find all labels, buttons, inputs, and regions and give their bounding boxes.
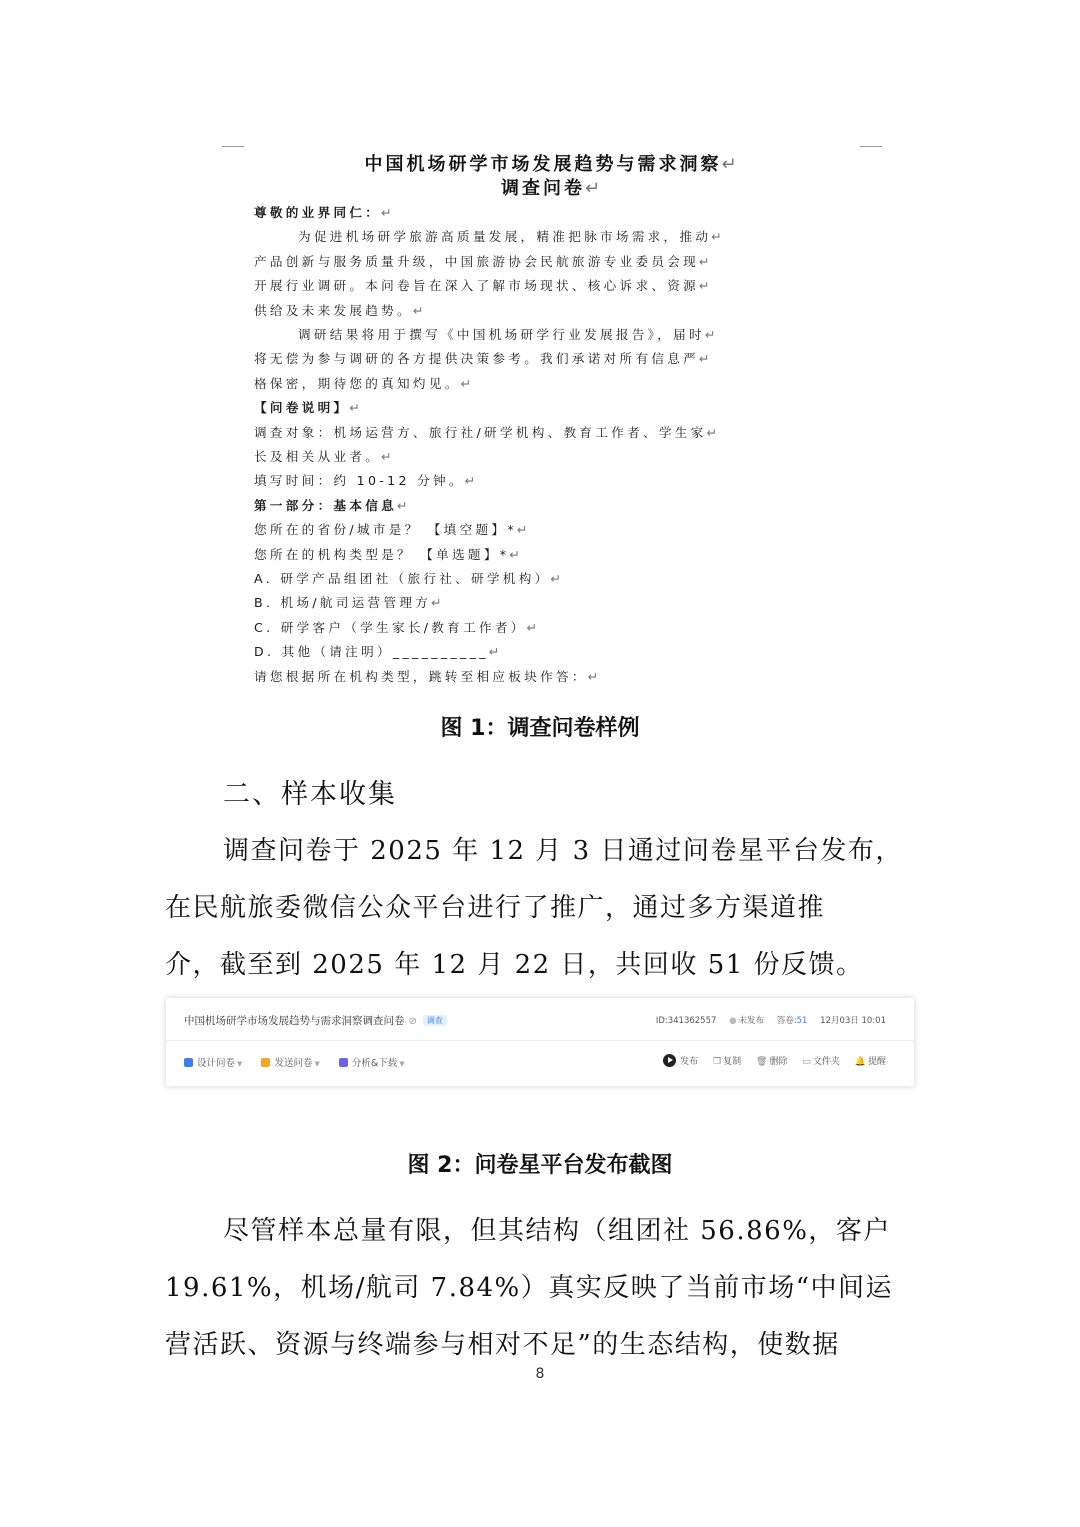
questionnaire-line: B. 机场/航司运营管理方↵ [254,595,445,611]
questionnaire-line: 产品创新与服务质量升级，中国旅游协会民航旅游专业委员会现↵ [254,253,713,269]
questionnaire-line: A. 研学产品组团社（旅行社、研学机构）↵ [254,571,565,586]
link-icon[interactable]: ⊘ [408,1016,417,1027]
send-survey-button[interactable]: 发送问卷 ▼ [261,1055,319,1069]
questionnaire-title-line-1: 中国机场研学市场发展趋势与需求洞察↵ [364,154,740,175]
questionnaire-line: 您所在的机构类型是？ 【单选题】*↵ [254,546,524,562]
figure-2-caption: 图 2：问卷星平台发布截图 [407,1153,673,1178]
questionnaire-line: 尊敬的业界同仁：↵ [254,205,396,220]
folder-icon: ▭ [802,1057,811,1067]
analysis-icon [339,1058,348,1067]
questionnaire-line: 格保密，期待您的真知灼见。↵ [254,375,475,391]
chevron-down-icon: ▼ [399,1060,405,1068]
survey-title[interactable]: 中国机场研学市场发展趋势与需求洞察调查问卷 ⊘ 调查 [184,1013,447,1028]
questionnaire-line: 将无偿为参与调研的各方提供决策参考。我们承诺对所有信息严↵ [254,351,713,367]
send-icon [261,1058,270,1067]
paragraph-1-line-2: 在民航旅委微信公众平台进行了推广，通过多方渠道推 [165,893,826,923]
questionnaire-title-line-2: 调查问卷↵ [500,178,604,199]
design-survey-button[interactable]: 设计问卷 ▼ [184,1055,242,1069]
questionnaire-line: D. 其他（请注明）__________↵ [254,644,503,660]
questionnaire-line: 调查对象：机场运营方、旅行社/研学机构、教育工作者、学生家↵ [254,424,721,440]
questionnaire-line: 您所在的省份/城市是？ 【填空题】*↵ [254,522,531,538]
play-icon [663,1054,676,1067]
questionnaire-line: 调研结果将用于撰写《中国机场研学行业发展报告》，届时↵ [298,327,719,342]
survey-id: ID:341362557 [655,1016,717,1026]
copy-button[interactable]: ❐ 复制 [713,1057,742,1067]
survey-tools [184,1055,421,1069]
copy-icon: ❐ [713,1057,722,1067]
bell-icon: 🔔 [854,1057,866,1067]
questionnaire-line: 开展行业调研。本问卷旨在深入了解市场现状、核心诉求、资源↵ [254,278,713,294]
page-number: 8 [535,1366,545,1382]
paragraph-1-line-1: 调查问卷于 2025 年 12 月 3 日通过问卷星平台发布， [223,836,903,866]
design-icon [184,1058,193,1067]
survey-actions [651,1054,886,1067]
questionnaire-line: 供给及未来发展趋势。↵ [254,302,427,318]
questionnaire-line: 请您根据所在机构类型，跳转至相应板块作答：↵ [254,668,602,684]
trash-icon: 🗑 [756,1057,768,1067]
survey-status: 未发布 [738,1016,765,1026]
analyze-download-button[interactable]: 分析&下载 ▼ [339,1055,405,1069]
status-dot-icon: ● [729,1016,737,1026]
paragraph-1-line-3: 介，截至到 2025 年 12 月 22 日，共回收 51 份反馈。 [165,950,864,980]
figure-1-caption: 图 1：调查问卷样例 [440,716,640,741]
remind-button[interactable]: 🔔 提醒 [854,1057,886,1067]
chevron-down-icon: ▼ [237,1060,243,1068]
questionnaire-line: 填写时间：约 10-12 分钟。↵ [254,473,479,489]
questionnaire-line: 长及相关从业者。↵ [254,449,396,464]
paragraph-2-line-2: 19.61%，机场/航司 7.84%）真实反映了当前市场“中间运 [165,1273,894,1303]
paragraph-2-line-3: 营活跃、资源与终端参与相对不足”的生态结构，使数据 [165,1330,840,1360]
figure-1-questionnaire [222,140,882,700]
survey-date: 12月03日 10:01 [820,1016,886,1026]
answers-label: 答卷: [776,1016,797,1026]
survey-meta [646,1014,886,1026]
section-heading: 二、样本收集 [223,779,397,810]
questionnaire-line: 为促进机场研学旅游高质量发展，精准把脉市场需求，推动↵ [298,229,726,245]
answers-count[interactable]: 51 [796,1016,808,1026]
paragraph-2-line-1: 尽管样本总量有限，但其结构（组团社 56.86%，客户 [223,1216,891,1246]
delete-button[interactable]: 🗑 删除 [756,1057,788,1067]
survey-type-badge: 调查 [423,1015,447,1026]
questionnaire-line: 【问卷说明】↵ [254,400,364,416]
folder-button[interactable]: ▭ 文件夹 [802,1057,840,1067]
questionnaire-line: C. 研学客户（学生家长/教育工作者）↵ [254,619,541,635]
questionnaire-line: 第一部分：基本信息↵ [254,497,411,513]
chevron-down-icon: ▼ [314,1060,320,1068]
publish-button[interactable]: 发布 [663,1054,698,1067]
survey-header-row [166,998,914,1041]
figure-2-platform-screenshot [166,998,914,1086]
